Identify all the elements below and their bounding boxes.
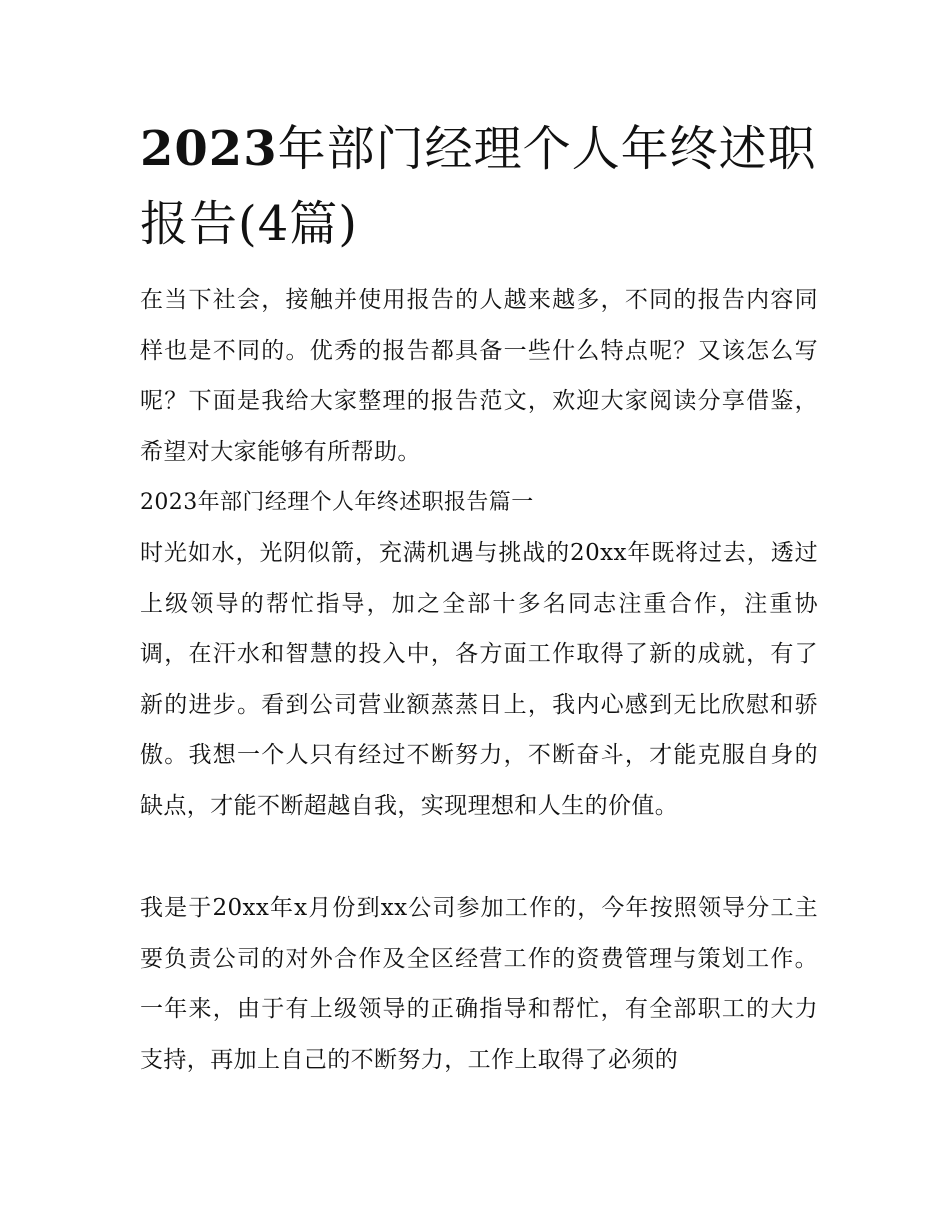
intro-paragraph: 在当下社会，接触并使用报告的人越来越多，不同的报告内容同样也是不同的。优秀的报告都具备一些什么特点呢？又该怎么写呢？下面是我给大家整理的报告范文，欢迎大家阅读分享借鉴，希望对大家能够有所帮助。	[140, 287, 818, 465]
body-paragraph-2: 我是于20xx年x月份到xx公司参加工作的，今年按照领导分工主要负责公司的对外合作及全区经营工作的资费管理与策划工作。一年来，由于有上级领导的正确指导和帮忙，有全部职工的大力支持，再加上自己的不断努力，工作上取得了必须的	[140, 895, 818, 1073]
title-text: 年部门经理个人年终述职报告(4篇)	[140, 121, 817, 252]
section-heading: 2023年部门经理个人年终述职报告篇一	[140, 490, 534, 515]
body-paragraph-1: 时光如水，光阴似箭，充满机遇与挑战的20xx年既将过去，透过上级领导的帮忙指导，加之全部十多名同志注重合作，注重协调，在汗水和智慧的投入中，各方面工作取得了新的成就，有了新的进步。看到公司营业额蒸蒸日上，我内心感到无比欣慰和骄傲。我想一个人只有经过不断努力，不断奋斗，才能克服自身的缺点，才能不断超越自我，实现理想和人生的价值。	[140, 540, 818, 819]
document-title	[140, 112, 820, 262]
title-year: 2023	[140, 121, 278, 177]
